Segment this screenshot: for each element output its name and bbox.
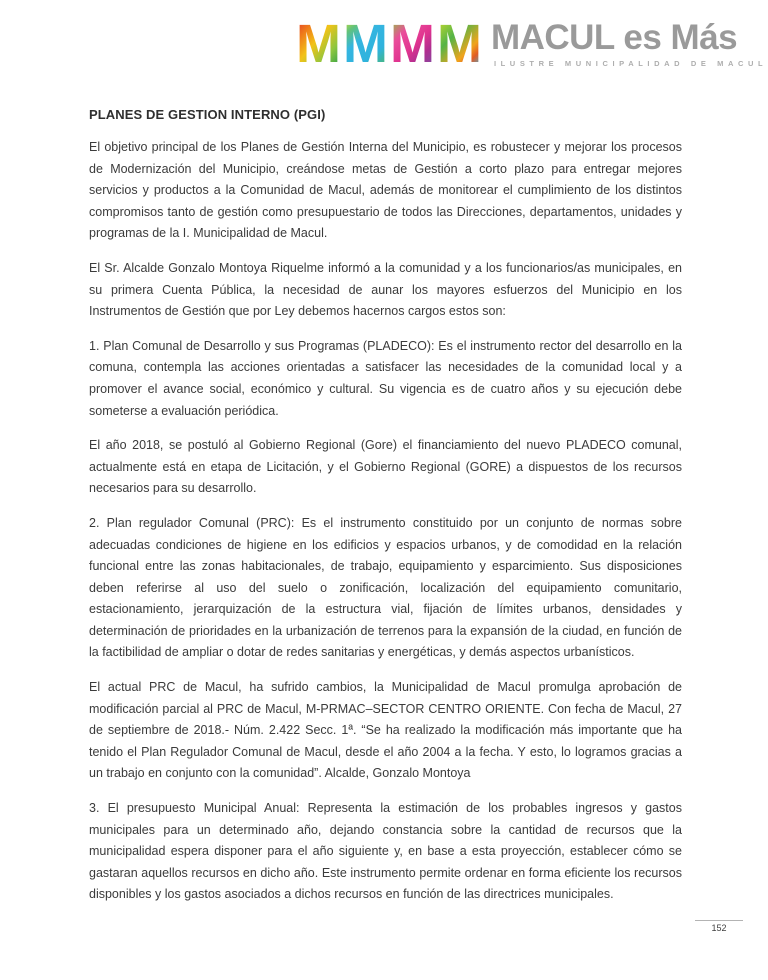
paragraph-prc-modificacion: El actual PRC de Macul, ha sufrido cambios, la Municipalidad de Macul promulga aprobación de modificación parcial al PRC de Macul, M-PRMAC–SECTOR CENTRO ORIENTE. Con fecha de Macul, 27 de septiembre de 2018.- Núm. 2.422 Secc. 1ª. “Se ha realizado la modificación más importante que ha tenido el Plan Regulador Comunal de Macul, desde el año 2004 a la fecha. Y esto, lo logramos gracias a un trabajo en conjunto con la comunidad”. Alcalde, Gonzalo Montoya xyxy=(89,680,682,781)
paragraph-alcalde: El Sr. Alcalde Gonzalo Montoya Riquelme informó a la comunidad y a los funcionarios/as municipales, en su primera Cuenta Pública, la necesidad de aunar los mayores esfuerzos del Municipio en los Instrumentos de Gestión que por Ley debemos hacernos cargos estos son: xyxy=(89,260,682,319)
page-number: 152 xyxy=(711,923,727,933)
paragraph-intro: El objetivo principal de los Planes de Gestión Interna del Municipio, es robustecer y mejorar los procesos de Modernización del Municipio, creándose metas de Gestión a corto plazo para entregar mejores servicios y productos a la Comunidad de Macul, además de monitorear el cumplimiento de los distintos compromisos tanto de gestión como presupuestario de todos las Direcciones, departamentos, unidades y programas de la I. Municipalidad de Macul. xyxy=(89,140,682,241)
paragraph-prc: 2. Plan regulador Comunal (PRC): Es el instrumento constituido por un conjunto de normas sobre adecuadas condiciones de higiene en los edificios y espacios urbanos, y de comodidad en la relación funcional entre las zonas habitacionales, de trabajo, equipamiento y esparcimiento. Sus disposiciones deben referirse al uso del suelo o zonificación, localización del equipamiento comunitario, estacionamiento, jerarquización de la estructura vial, fijación de límites urbanos, densidades y determinación de prioridades en la urbanización de terrenos para la expansión de la ciudad, en función de la factibilidad de ampliar o dotar de redes sanitarias y energéticas, y demás aspectos urbanísticos. xyxy=(89,515,682,660)
logo-subtitle: ILUSTRE MUNICIPALIDAD DE MACUL xyxy=(493,59,768,68)
section-heading: PLANES DE GESTION INTERNO (PGI) xyxy=(89,107,326,122)
logo-monogram xyxy=(296,14,480,74)
logo-letter-m-1: M xyxy=(296,14,339,74)
logo-letter-m-4: M xyxy=(436,14,480,74)
document-body xyxy=(89,107,682,919)
paragraph-presupuesto: 3. El presupuesto Municipal Anual: Representa la estimación de los probables ingresos y gastos municipales para un determinado año, dejando constancia sobre la cantidad de recursos que la municipalidad espera disponer para el año siguiente y, en base a esta proyección, establecer cómo se gastaran aquellos recursos en dicho año. Este instrumento permite ordenar en forma eficiente los recursos disponibles y los gastos asociados a dichos recursos en función de las directrices municipales. xyxy=(89,801,682,902)
page-footer xyxy=(695,920,743,933)
logo-wordmark: MACUL es Más xyxy=(490,18,738,57)
logo-text-block xyxy=(491,20,767,68)
logo-letter-m-2: M xyxy=(342,14,386,74)
logo-letter-m-3: M xyxy=(389,14,433,74)
paragraph-gore: El año 2018, se postuló al Gobierno Regional (Gore) el financiamiento del nuevo PLADECO comunal, actualmente está en etapa de Licitación, y el Gobierno Regional (GORE) a dispuestos de los recursos necesarios para su desarrollo. xyxy=(89,438,682,496)
municipality-logo xyxy=(296,14,768,74)
paragraph-pladeco: 1. Plan Comunal de Desarrollo y sus Programas (PLADECO): Es el instrumento rector del desarrollo en la comuna, contempla las acciones orientadas a satisfacer las necesidades de la comunidad local y a promover el avance social, económico y cultural. Su vigencia es de cuatro años y su ejecución debe someterse a evaluación periódica. xyxy=(89,338,682,418)
